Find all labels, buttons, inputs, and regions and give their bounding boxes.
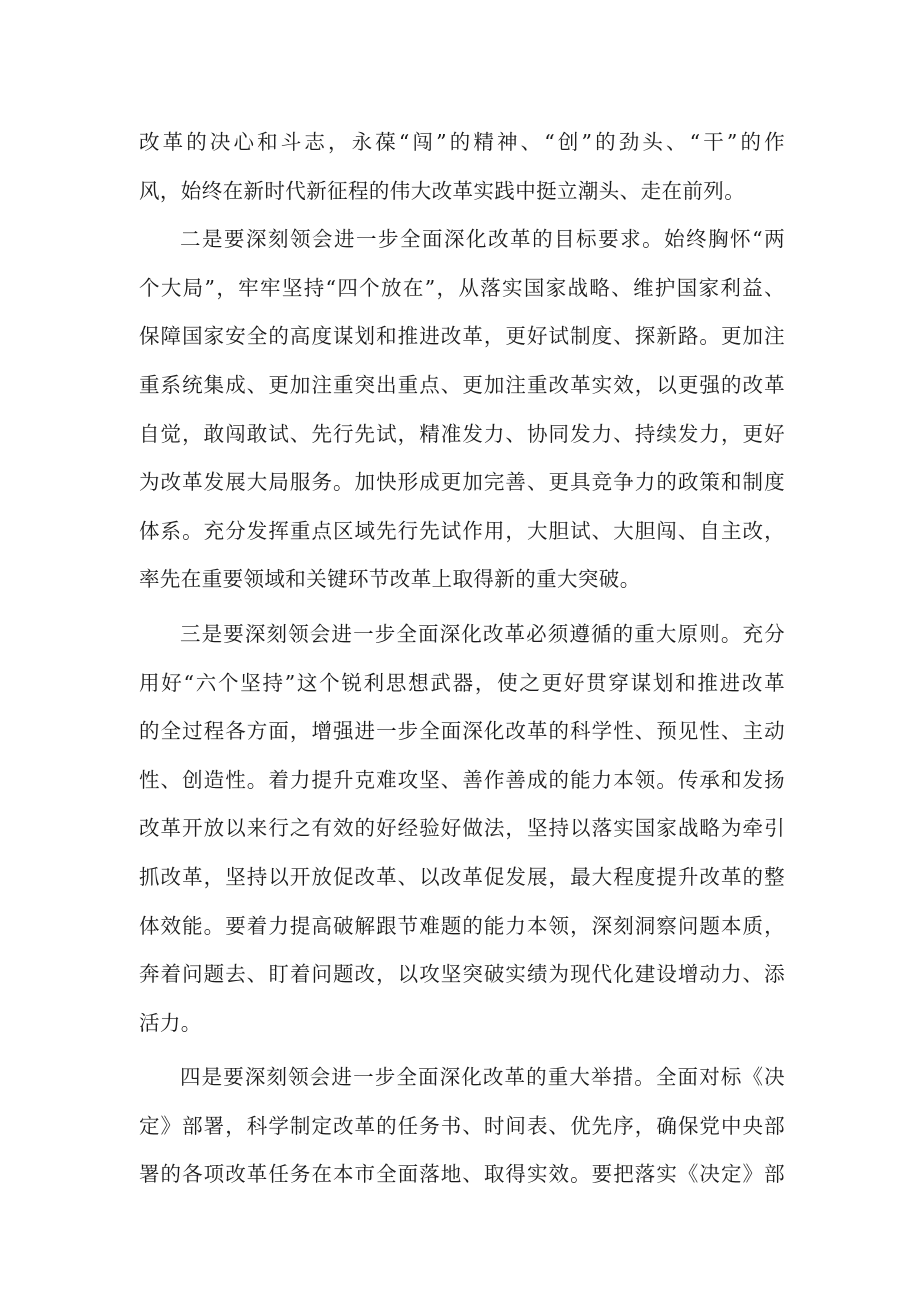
paragraph-start-line: 二是要深刻领会进一步全面深化改革的目标要求。始终胸怀“两 (180, 227, 785, 252)
text-line: 的全过程各方面，增强进一步全面深化改革的科学性、预见性、主动 (139, 719, 785, 744)
text-line: 重系统集成、更加注重突出重点、更加注重改革实效，以更强的改革 (139, 372, 785, 397)
text-line: 用好“六个坚持”这个锐利思想武器，使之更好贯穿谋划和推进改革 (139, 670, 785, 695)
text-line: 自觉，敢闯敢试、先行先试，精准发力、协同发力、持续发力，更好 (139, 421, 785, 446)
text-line: 定》部署，科学制定改革的任务书、时间表、优先序，确保党中央部 (139, 1113, 785, 1138)
text-line: 保障国家安全的高度谋划和推进改革，更好试制度、探新路。更加注 (139, 324, 785, 349)
text-line: 风，始终在新时代新征程的伟大改革实践中挺立潮头、走在前列。 (139, 178, 746, 203)
text-line: 体系。充分发挥重点区域先行先试作用，大胆试、大胆闯、自主改， (139, 518, 785, 543)
text-line: 为改革发展大局服务。加快形成更加完善、更具竞争力的政策和制度 (139, 470, 785, 495)
text-line: 性、创造性。着力提升克难攻坚、善作善成的能力本领。传承和发扬 (139, 767, 785, 792)
text-line: 率先在重要领域和关键环节改革上取得新的重大突破。 (139, 567, 641, 592)
text-line: 改革开放以来行之有效的好经验好做法，坚持以落实国家战略为牵引 (139, 816, 785, 841)
paragraph-start-line: 三是要深刻领会进一步全面深化改革必须遵循的重大原则。充分 (180, 621, 785, 646)
text-line: 体效能。要着力提高破解跟节难题的能力本领，深刻洞察问题本质， (139, 913, 785, 938)
text-line: 奔着问题去、盯着问题改，以攻坚突破实绩为现代化建设增动力、添 (139, 962, 785, 987)
text-line: 署的各项改革任务在本市全面落地、取得实效。要把落实《决定》部 (139, 1162, 785, 1187)
text-line: 活力。 (139, 1010, 202, 1035)
text-line: 抓改革，坚持以开放促改革、以改革促发展，最大程度提升改革的整 (139, 864, 785, 889)
body-text (139, 118, 785, 1199)
text-line: 个大局”，牢牢坚持“四个放在”，从落实国家战略、维护国家利益、 (139, 275, 785, 300)
text-line: 改革的决心和斗志，永葆“闯”的精神、“创”的劲头、“干”的作 (139, 130, 785, 154)
paragraph-start-line: 四是要深刻领会进一步全面深化改革的重大举措。全面对标《决 (180, 1065, 785, 1090)
